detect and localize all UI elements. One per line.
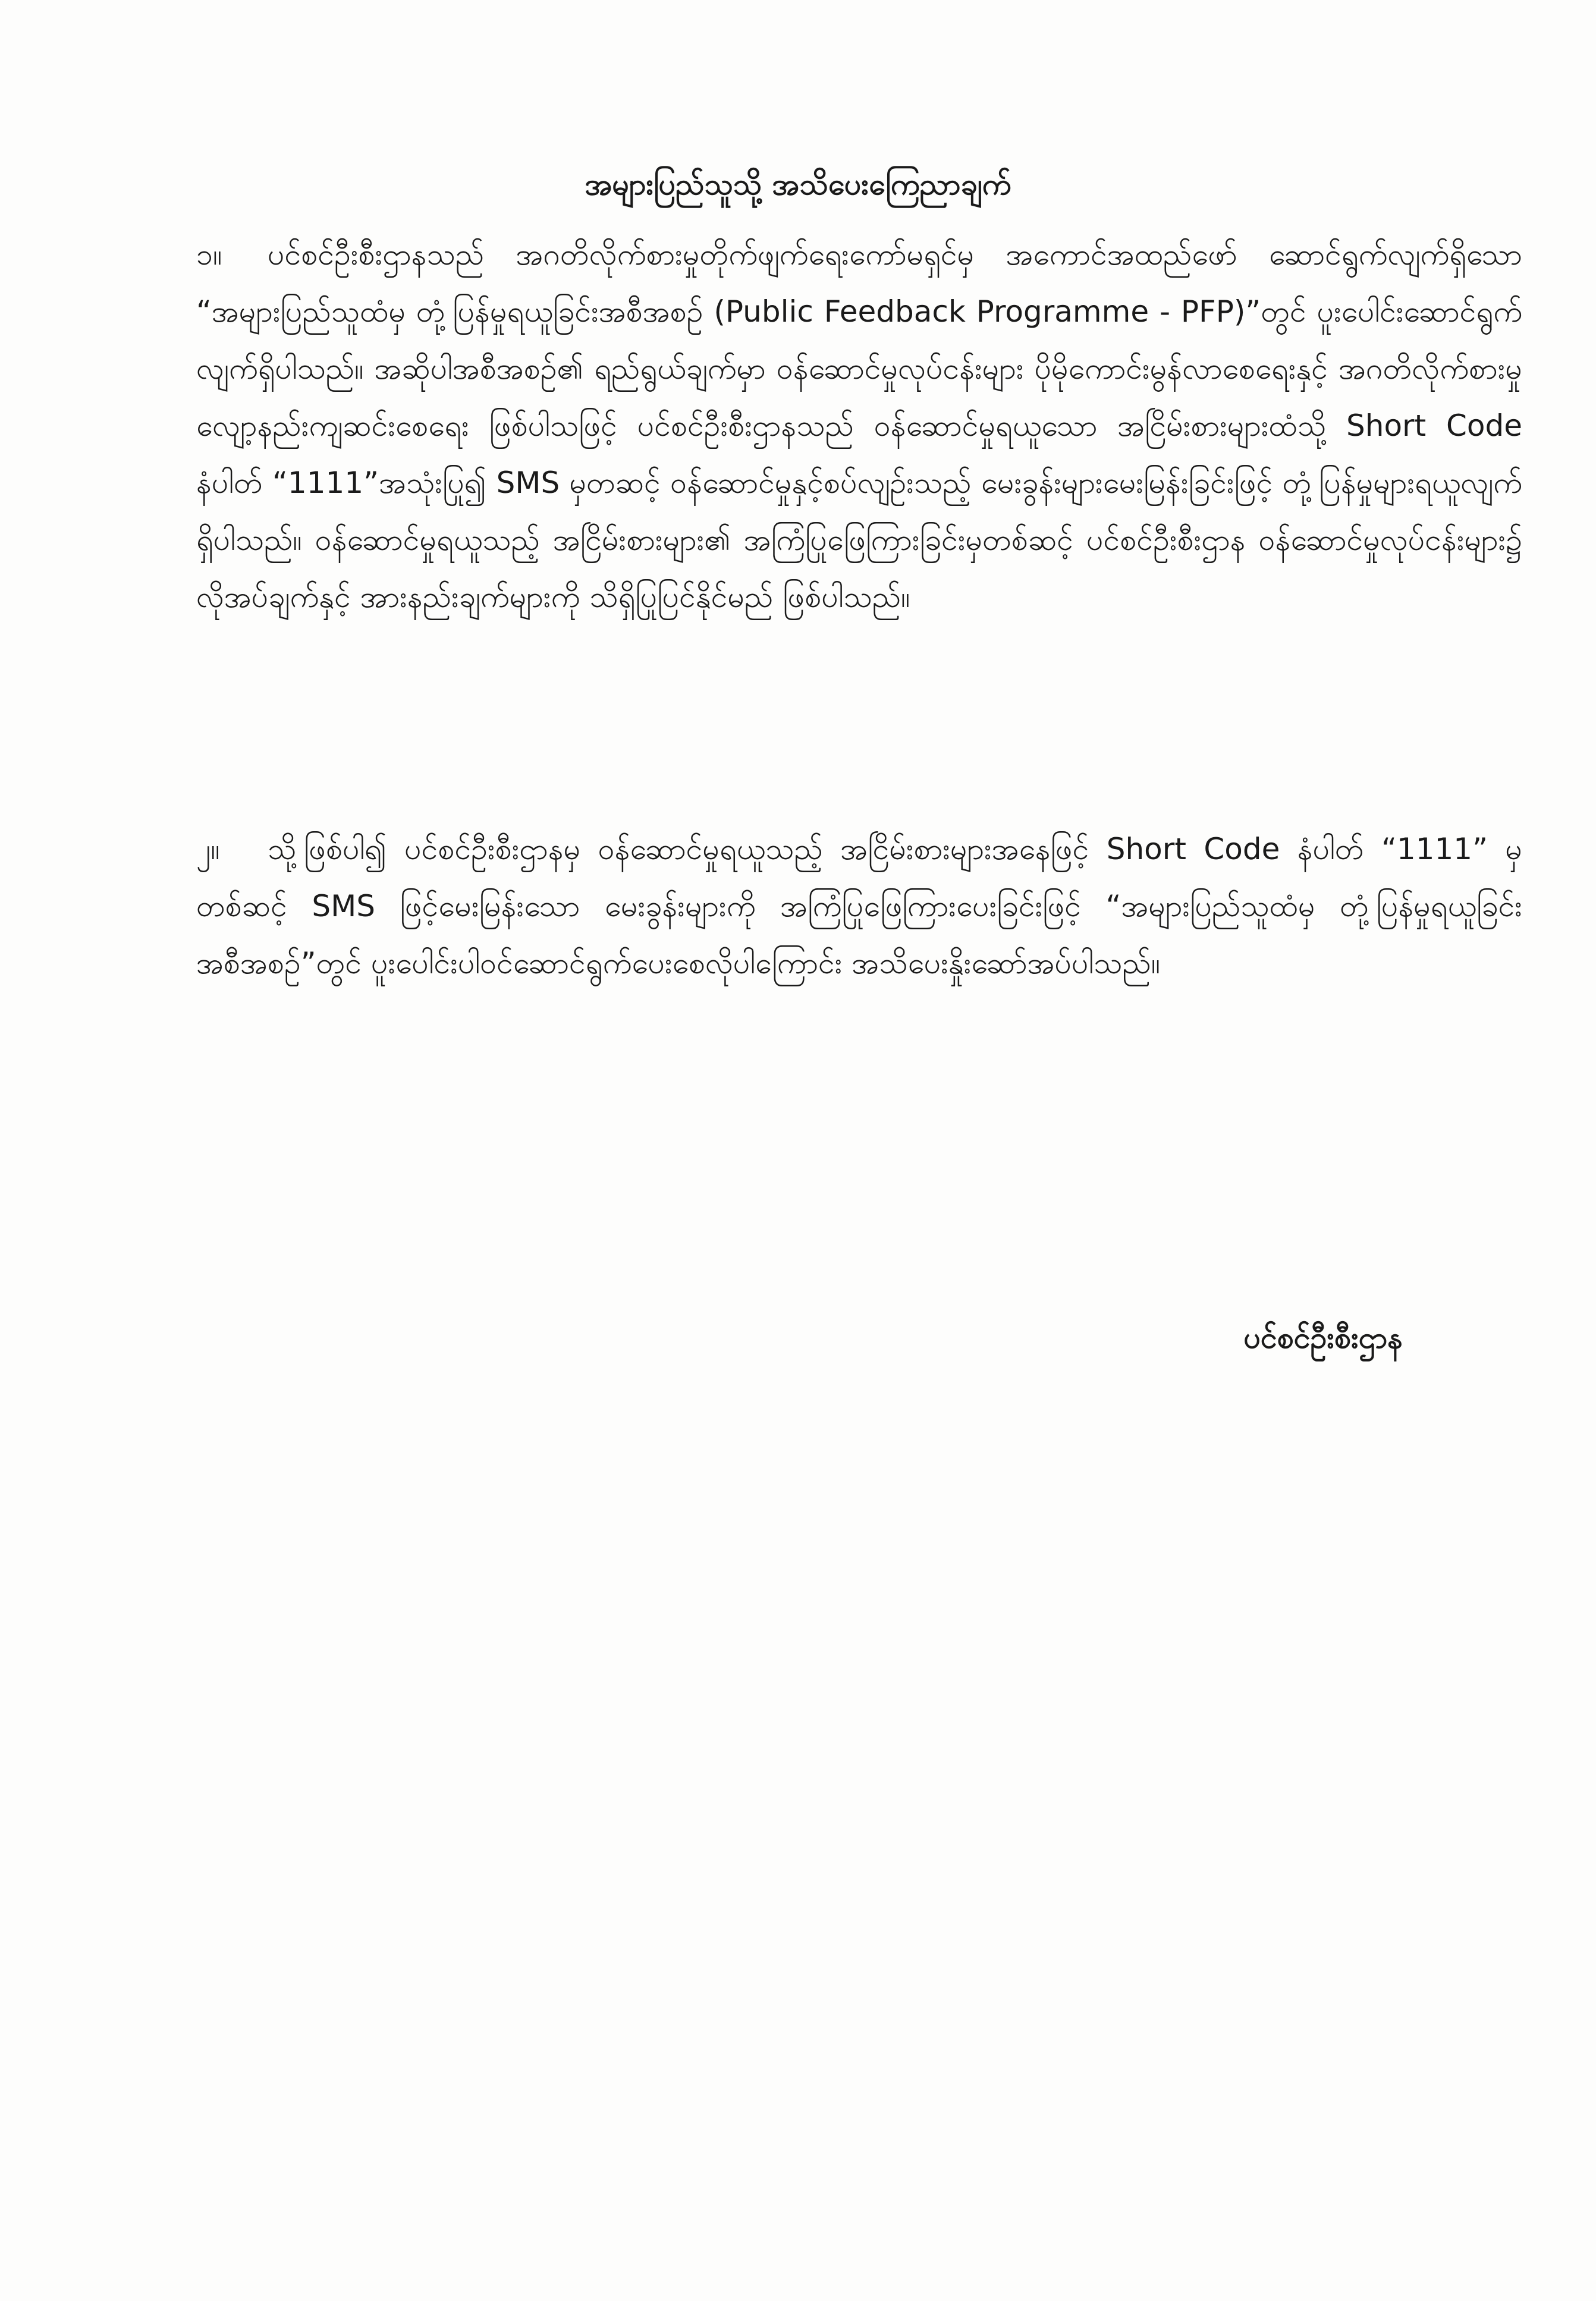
paragraph-2 xyxy=(196,821,1522,992)
paragraph-text: သို့ဖြစ်ပါ၍ ပင်စင်ဦးစီးဌာနမှ ဝန်ဆောင်မှုရယူသည့် အငြိမ်းစားများအနေဖြင့် Short Code နံပါတ် “1111” မှတစ်ဆင့် SMS ဖြင့်မေးမြန်းသော မေးခွန်းများကို အကြံပြုဖြေကြားပေးခြင်းဖြင့် “အများပြည်သူထံမှ တုံ့ပြန်မှုရယူခြင်းအစီအစဉ်”တွင် ပူးပေါင်းပါဝင်ဆောင်ရွက်ပေးစေလိုပါကြောင်း အသိပေးနှိုးဆော်အပ်ပါသည်။ xyxy=(196,832,1522,980)
paragraph-number: ၂။ xyxy=(196,832,220,866)
paragraph-number: ၁။ xyxy=(196,237,222,272)
paragraph-1 xyxy=(196,226,1522,625)
paragraph-text: ပင်စင်ဦးစီးဌာနသည် အဂတိလိုက်စားမှုတိုက်ဖျက်ရေးကော်မရှင်မှ အကောင်အထည်ဖော် ဆောင်ရွက်လျက်ရှိသော “အများပြည်သူထံမှ တုံ့ပြန်မှုရယူခြင်းအစီအစဉ် (Public Feedback Programme - PFP)”တွင် ပူးပေါင်းဆောင်ရွက်လျက်ရှိပါသည်။ အဆိုပါအစီအစဉ်၏ ရည်ရွယ်ချက်မှာ ဝန်ဆောင်မှုလုပ်ငန်းများ ပိုမိုကောင်းမွန်လာစေရေးနှင့် အဂတိလိုက်စားမှု လျော့နည်းကျဆင်းစေရေး ဖြစ်ပါသဖြင့် ပင်စင်ဦးစီးဌာနသည် ဝန်ဆောင်မှုရယူသော အငြိမ်းစားများထံသို့ Short Code နံပါတ် “1111”အသုံးပြု၍ SMS မှတဆင့် ဝန်ဆောင်မှုနှင့်စပ်လျဉ်းသည့် မေးခွန်းများမေးမြန်းခြင်းဖြင့် တုံ့ပြန်မှုများရယူလျက်ရှိပါသည်။ ဝန်ဆောင်မှုရယူသည့် အငြိမ်းစားများ၏ အကြံပြုဖြေကြားခြင်းမှတစ်ဆင့် ပင်စင်ဦးစီးဌာန ဝန်ဆောင်မှုလုပ်ငန်းများ၌ လိုအပ်ချက်နှင့် အားနည်းချက်များကို သိရှိပြုပြင်နိုင်မည် ဖြစ်ပါသည်။ xyxy=(196,237,1522,614)
page-title: အများပြည်သူသို့ အသိပေးကြေညာချက် xyxy=(585,167,1011,202)
signature-block: ပင်စင်ဦးစီးဌာန xyxy=(1243,1321,1403,1355)
